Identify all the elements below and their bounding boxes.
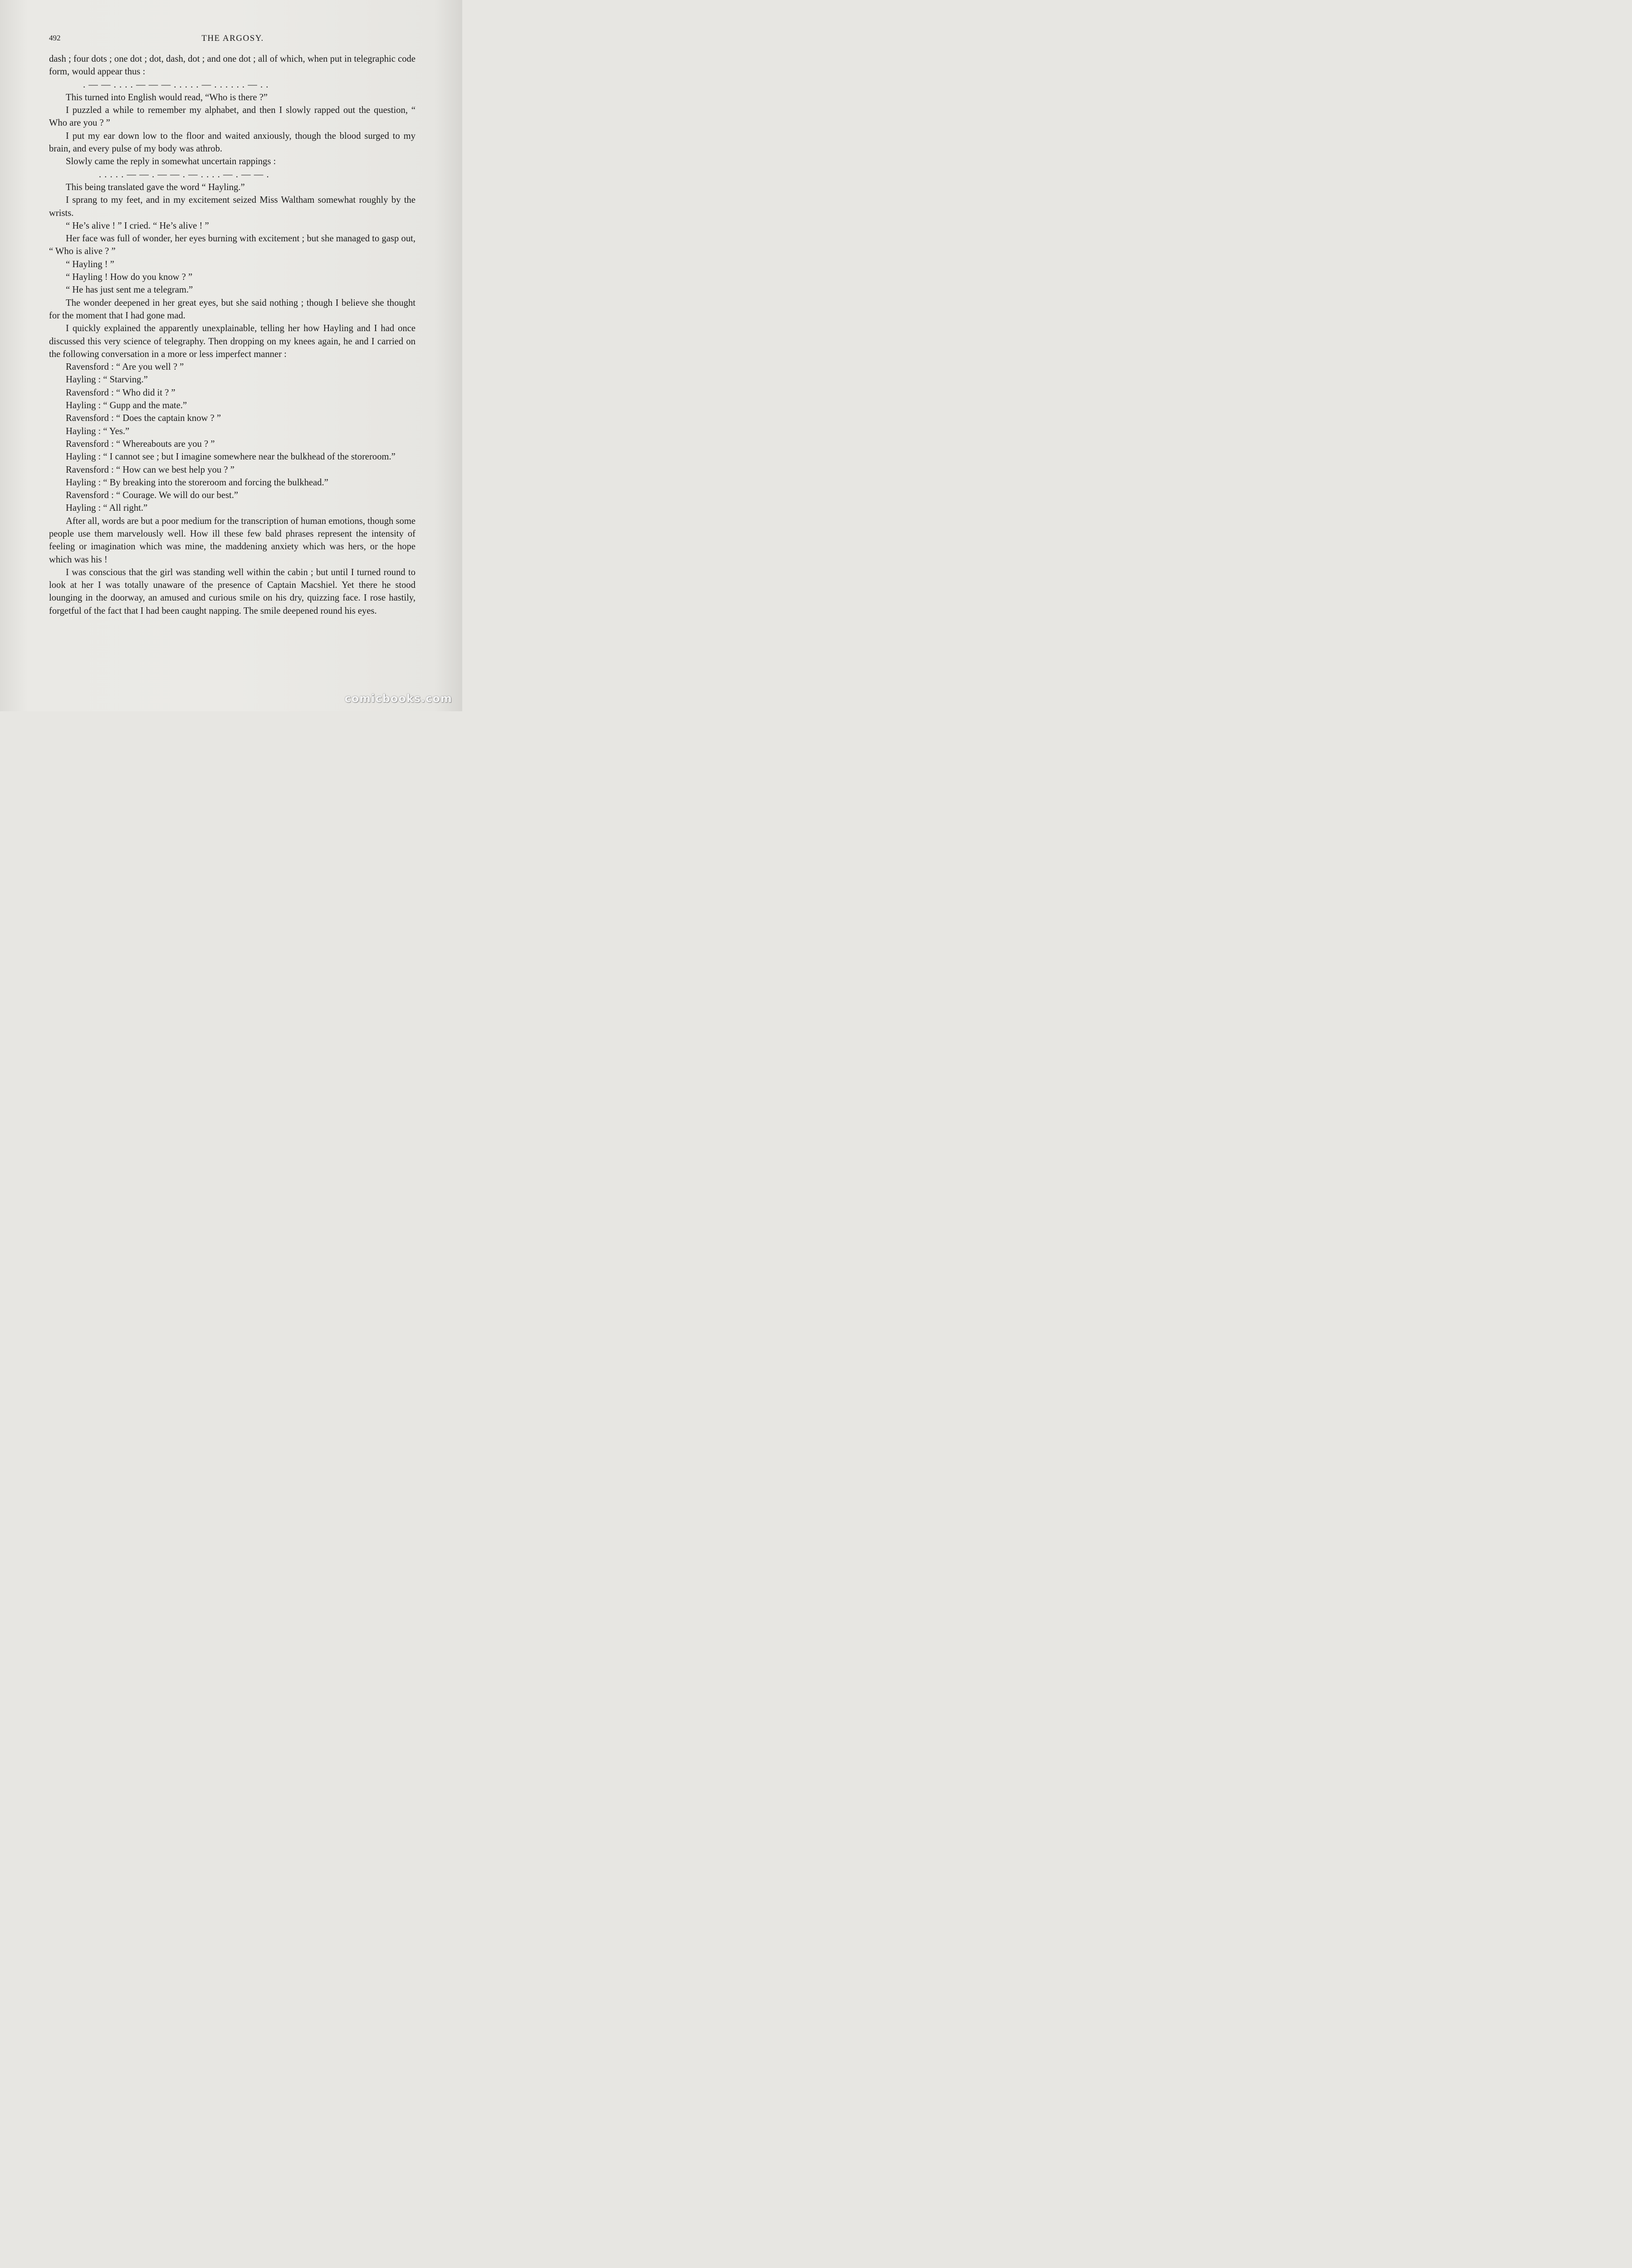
paragraph: Ravensford : “ Who did it ? ”	[66, 387, 176, 398]
body-text	[49, 53, 415, 617]
paragraph: Ravensford : “ Does the captain know ? ”	[66, 413, 221, 424]
paragraph: dash ; four dots ; one dot ; dot, dash, dot ; and one dot ; all of which, when put in telegraphic code form, would appear thus :	[49, 54, 415, 77]
paragraph: Hayling : “ All right.”	[66, 503, 148, 513]
paragraph: I puzzled a while to remember my alphabet, and then I slowly rapped out the question, “ Who are you ? ”	[49, 105, 415, 128]
paragraph: Hayling : “ By breaking into the storeroom and forcing the bulkhead.”	[66, 477, 328, 488]
morse-code-line: . — — . . . . — — — . . . . . — . . . . . . — . .	[83, 79, 269, 90]
paragraph: “ Hayling ! How do you know ? ”	[66, 272, 193, 283]
paragraph: Hayling : “ Gupp and the mate.”	[66, 401, 187, 411]
paragraph: This being translated gave the word “ Hayling.”	[66, 182, 245, 192]
paragraph: I sprang to my feet, and in my excitement seized Miss Waltham somewhat roughly by the wrists.	[49, 195, 415, 218]
page-number: 492	[49, 34, 61, 42]
paragraph: Hayling : “ Starving.”	[66, 375, 148, 385]
paragraph: The wonder deepened in her great eyes, but she said nothing ; though I believe she thought for the moment that I had gone mad.	[49, 298, 415, 321]
paragraph: “ Hayling ! ”	[66, 259, 114, 269]
paragraph: Slowly came the reply in somewhat uncertain rappings :	[66, 156, 276, 167]
paragraph: “ He has just sent me a telegram.”	[66, 285, 193, 295]
paragraph: Hayling : “ Yes.”	[66, 426, 130, 436]
paragraph: This turned into English would read, “Who is there ?”	[66, 92, 268, 103]
morse-code-line: . . . . . — — . — — . — . . . . — . — — .	[99, 169, 269, 180]
paragraph: After all, words are but a poor medium for the transcription of human emotions, though some people use them marvelously well. How ill these few bald phrases represent the intensity of feeling or imagination which was mine, the maddening anxiety which was hers, or the hope which was his !	[49, 516, 415, 565]
paragraph: “ He’s alive ! ” I cried. “ He’s alive ! ”	[66, 220, 209, 231]
page-header	[49, 34, 416, 45]
watermark: comicbooks.com	[344, 692, 452, 705]
paragraph: I put my ear down low to the floor and waited anxiously, though the blood surged to my brain, and every pulse of my body was athrob.	[49, 131, 415, 154]
paragraph: Her face was full of wonder, her eyes burning with excitement ; but she managed to gasp out, “ Who is alive ? ”	[49, 234, 415, 257]
paragraph: Ravensford : “ Whereabouts are you ? ”	[66, 439, 215, 449]
paragraph: Hayling : “ I cannot see ; but I imagine somewhere near the bulkhead of the storeroom.”	[66, 452, 396, 462]
paragraph: Ravensford : “ How can we best help you ? ”	[66, 464, 235, 475]
paragraph: Ravensford : “ Are you well ? ”	[66, 362, 184, 372]
running-title: THE ARGOSY.	[201, 34, 264, 43]
paragraph: I was conscious that the girl was standing well within the cabin ; but until I turned round to look at her I was totally unaware of the presence of Captain Macshiel. Yet there he stood lounging in the doorway, an amused and curious smile on his dry, quizzing face. I rose hastily, forgetful of the fact that I had been caught napping. The smile deepened round his eyes.	[49, 567, 415, 616]
paragraph: Ravensford : “ Courage. We will do our best.”	[66, 490, 238, 501]
book-page	[0, 0, 462, 711]
paragraph: I quickly explained the apparently unexplainable, telling her how Hayling and I had once discussed this very science of telegraphy. Then dropping on my knees again, he and I carried on the following conversation in a more or less imperfect manner :	[49, 323, 415, 359]
